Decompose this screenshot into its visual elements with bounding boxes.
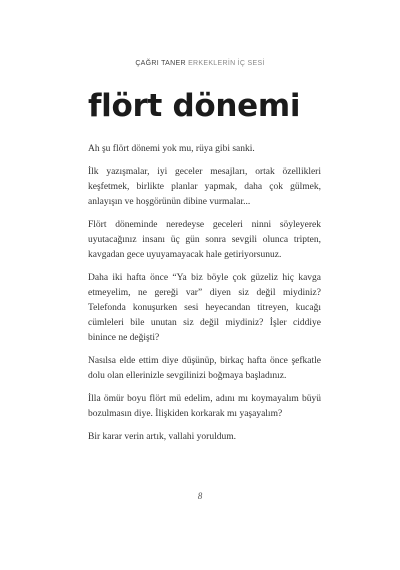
running-header-book-title: ERKEKLERİN İÇ SESİ [188,60,265,67]
chapter-body [88,142,321,453]
paragraph: Flört döneminde neredeyse geceleri ninni söyleyerek uyutacağınız insanı üç gün sonra sevgili olunca tripten, kavgadan gece uyuyamayacak hale getiriyorsunuz. [88,220,321,260]
page-number: 8 [197,491,203,501]
paragraph: İlk yazışmalar, iyi geceler mesajları, ortak özellikleri keşfetmek, birlikte planlar yapmak, daha çok gülmek, anlayışın ve hoşgörünün dibine vurmalar... [88,167,321,207]
chapter-title: flört dönemi [88,88,301,124]
paragraph: Bir karar verin artık, vallahi yoruldum. [88,432,236,442]
running-header-author: ÇAĞRI TANER [135,60,186,67]
paragraph: İlla ömür boyu flört mü edelim, adını mı koymayalım büyü bozulmasın diye. İlişkiden korkarak mı yaşayalım? [88,394,321,419]
paragraph: Daha iki hafta önce “Ya biz böyle çok güzeliz hiç kavga etmeyelim, ne gereği var” diyen siz değil miydiniz? Telefonda konuşurken sesi heyecandan titreyen, kucağı cümleleri bile unutan siz değil miydiniz? İşler ciddiye binince ne değişti? [88,273,321,343]
running-header [0,60,400,67]
paragraph: Nasılsa elde ettim diye düşünüp, birkaç hafta önce şefkatle dolu olan ellerinizle sevgilinizi boğmaya başladınız. [88,356,321,381]
paragraph: Ah şu flört dönemi yok mu, rüya gibi sanki. [88,144,255,154]
